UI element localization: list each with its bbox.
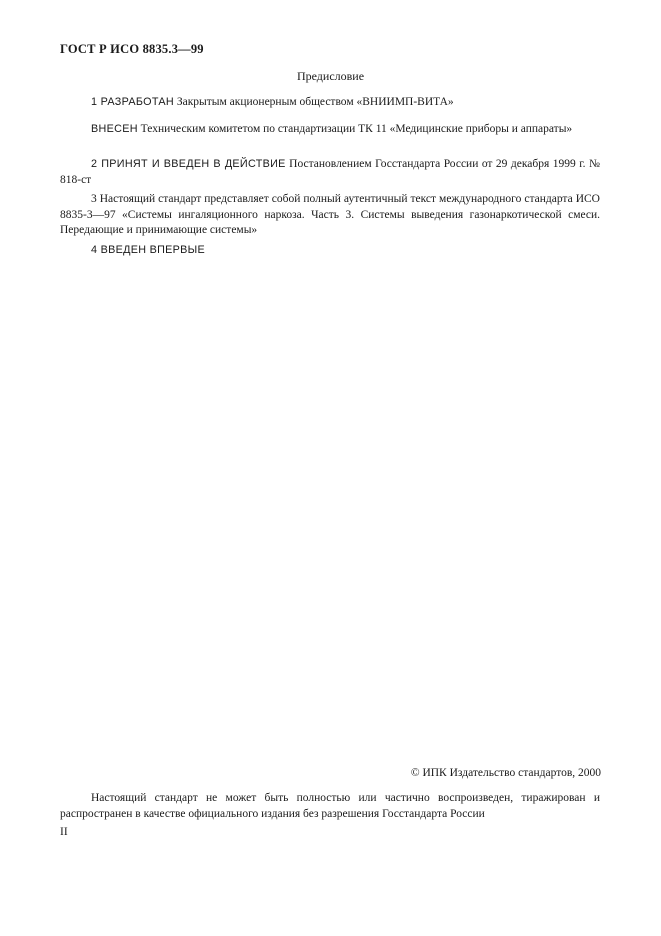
paragraph-lead: 1 РАЗРАБОТАН — [91, 96, 174, 108]
section-title: Предисловие — [296, 69, 365, 83]
paragraph-text: Закрытым акционерным обществом «ВНИИМП-ВИТА» — [173, 96, 454, 108]
page-number: II — [60, 826, 68, 838]
paragraph-text: Постановлением Госстандарта России от 29 декабря 1999 г. № 818-ст — [60, 158, 600, 186]
paragraph-lead: 4 ВВЕДЕН ВПЕРВЫЕ — [91, 244, 206, 256]
paragraph-introduced-by — [60, 122, 600, 138]
paragraph-lead: 3 — [91, 193, 97, 205]
document-code-header: ГОСТ Р ИСО 8835.3—99 — [60, 42, 204, 56]
paragraph-standard-description — [60, 192, 600, 239]
paragraph-text: Техническим комитетом по стандартизации ТК 11 «Медицинские приборы и аппараты» — [137, 123, 573, 135]
paragraph-developed-by — [60, 95, 600, 111]
paragraph-lead: 2 ПРИНЯТ И ВВЕДЕН В ДЕЙСТВИЕ — [91, 158, 286, 170]
paragraph-lead: ВНЕСЕН — [91, 123, 138, 135]
paragraph-text: Настоящий стандарт представляет собой полный аутентичный текст международного стандарта ИСО 8835-3—97 «Системы ингаляционного наркоза. Часть 3. Системы выведения газонаркотической смеси. Передающие и принимающие системы» — [60, 193, 600, 236]
paragraph-adopted — [60, 157, 600, 188]
copyright-line: © ИПК Издательство стандартов, 2000 — [410, 767, 601, 779]
paragraph-first-introduced — [60, 243, 600, 259]
reproduction-notice: Настоящий стандарт не может быть полностью или частично воспроизведен, тиражирован и распространен в качестве официального издания без разрешения Госстандарта России — [60, 792, 600, 820]
